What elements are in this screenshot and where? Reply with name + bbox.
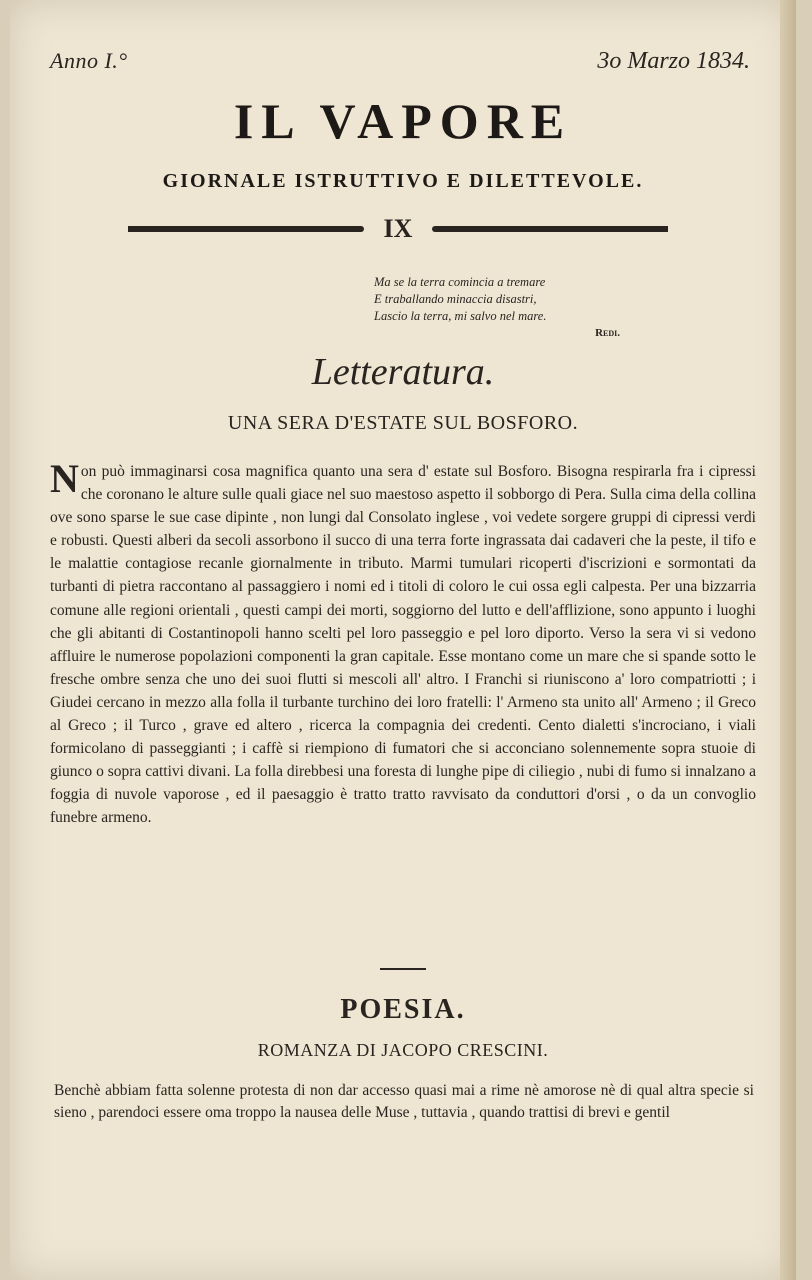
epigraph-line: Lascio la terra, mi salvo nel mare. [374,309,547,323]
article-title: UNA SERA D'ESTATE SUL BOSFORO. [227,412,579,434]
epigraph-line: E traballando minaccia disastri, [374,292,537,306]
section-heading-poesia: POESIA. [340,994,466,1025]
newspaper-subtitle: GIORNALE ISTRUTTIVO E DILETTEVOLE. [162,170,644,192]
issue-number: IX [383,214,413,243]
article-body [50,456,756,830]
drop-cap: N [50,456,79,501]
article-body-text: on può immaginarsi cosa magnifica quanto una sera d' estate sul Bosforo. Bisogna respirarla fra i cipressi che coronano le alture sulle quali giace nel suo maestoso aspetto il sobborgo di Pera. Sulla cima della collina ove sono sparse le sue case dipinte , non lungi dal Consolato inglese , voi vedete sorgere gruppi di cipressi verdi e robusti. Questi alberi da secoli assorbono il succo di una terra forte ingrassata dai cadaveri che la peste, il tifo e le malattie contagiose recanle giornalmente in tributo. Marmi tumulari ricoperti d'iscrizioni e sormontati da turbanti di pietra raccontano al passaggiero i nomi ed i titoli di coloro le cui ossa egli calpesta. Per una bizzarria comune alle regioni orientali , questi campi dei morti, soggiorno del lutto e dell'afflizione, sono appunto i luoghi che gli abitanti di Costantinopoli hanno scelti pel loro passeggio e pel loro diporto. Verso la sera vi si vedono affluire le numerose popolazioni componenti la gran capitale. Esse montano come un mare che si spande sotto le fresche ombre senza che uno dei suoi flutti si mescoli all' altro. I Franchi si riuniscono a' loro compatriotti ; i Giudei cercano in mezzo alla folla il turbante turchino dei loro fratelli: l' Armeno sta unito all' Armeno ; il Greco al Greco ; il Turco , grave ed altero , ricerca la compagnia dei credenti. Cento dialetti s'incrociano, i viali formicolano di passeggianti ; i caffè si riempiono di fumatori che si acconciano solennemente sopra stuoie di giunco o sopra cattivi divani. La folla direbbesi una foresta di lunghe pipe di ciliegio , nubi di fumo si innalzano a foggia di nuvole vaporose , ed il paesaggio è tratto tratto ravvisato da conduttori d'orsi , o da un convoglio funebre armeno. [50,463,756,827]
volume-label: Anno I.° [50,48,128,73]
poem-title: ROMANZA DI JACOPO CRESCINI. [257,1040,549,1060]
section-heading-letteratura: Letteratura. [311,351,495,393]
newspaper-title: IL VAPORE [233,93,573,149]
epigraph [374,274,674,342]
issue-number-row [128,214,668,246]
newspaper-page [10,0,796,1280]
issue-date: 3o Marzo 1834. [597,48,750,74]
epigraph-author: Redi. [595,327,620,339]
section-divider [380,968,426,970]
poesia-intro: Benchè abbiam fatta solenne protesta di non dar accesso quasi mai a rime nè amorose nè di qual altra specie si sieno , parendoci essere oma troppo la nausea delle Muse , tuttavia , quando trattisi di brevi e gentil [54,1082,754,1121]
masthead-top-line [50,48,750,82]
epigraph-line: Ma se la terra comincia a tremare [374,275,546,289]
ornamental-rule-right [432,226,668,232]
